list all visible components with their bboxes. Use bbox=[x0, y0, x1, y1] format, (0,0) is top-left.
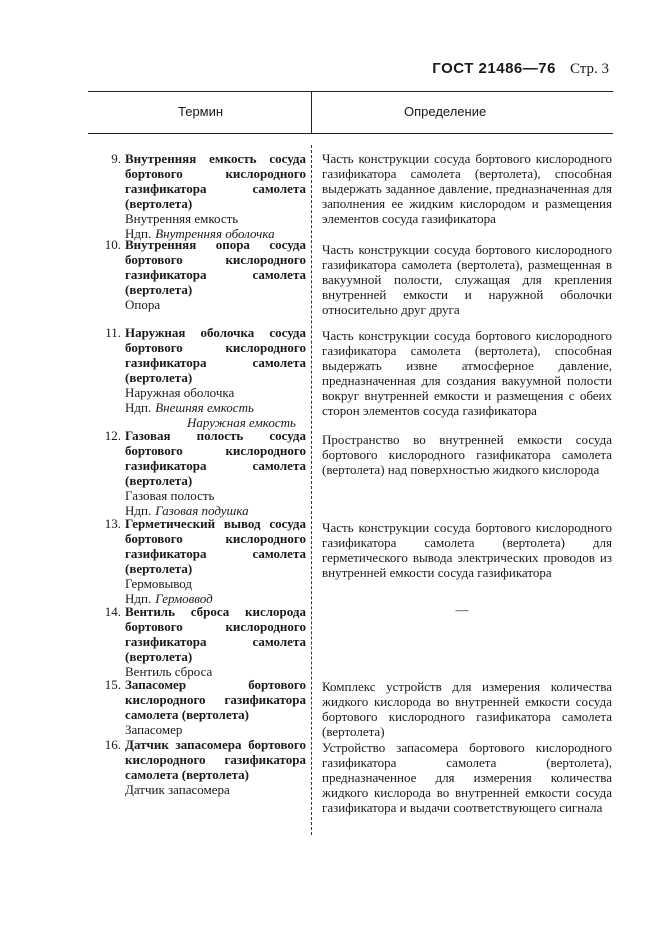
page-header bbox=[432, 60, 609, 78]
term-name: Запасомер бортового кислородного газификатора самолета (вертолета) bbox=[125, 677, 306, 722]
term-number: 16. bbox=[104, 737, 121, 752]
term-number: 15. bbox=[104, 677, 121, 692]
definition-12: Пространство во внутренней емкости сосуда бортового кислородного газификатора самолета (вертолета) над поверхностью жидкого кислорода bbox=[322, 432, 612, 477]
definition-10: Часть конструкции сосуда бортового кислородного газификатора самолета (вертолета), размещенная в вакуумной полости, служащая для крепления внутренней емкости и наружной оболочки относительно друг друга bbox=[322, 242, 612, 317]
term-short-form: Вентиль сброса bbox=[125, 664, 213, 679]
term-number: 14. bbox=[104, 604, 121, 619]
term-short-form: Внутренняя емкость bbox=[125, 211, 239, 226]
definition-14-dash: — bbox=[455, 602, 469, 617]
term-name: Наружная оболочка сосуда бортового кислородного газификатора самолета (вертолета) bbox=[125, 325, 306, 385]
term-entry-14 bbox=[92, 604, 306, 679]
table-top-rule bbox=[88, 91, 613, 92]
term-name: Газовая полость сосуда бортового кислородного газификатора самолета (вертолета) bbox=[125, 428, 306, 488]
term-entry-12 bbox=[92, 428, 306, 518]
definition-11: Часть конструкции сосуда бортового кислородного газификатора самолета (вертолета), способная выдержать извне атмосферное давление, предназначенная для создания вакуумной полости вокруг внутренней емкости и размещения с обеих сторон элементов сосуда газификатора bbox=[322, 328, 612, 418]
definition-9: Часть конструкции сосуда бортового кислородного газификатора самолета (вертолета), способная выдержать заданное давление, предназначенная для заполнения ее жидким кислородом и размещения элементов сосуда газификатора bbox=[322, 151, 612, 226]
term-name: Внутренняя опора сосуда бортового кислородного газификатора самолета (вертолета) bbox=[125, 237, 306, 297]
term-not-allowed: Ндп. Внутренняя оболочка bbox=[125, 226, 275, 241]
term-not-allowed: Ндп. Газовая подушка bbox=[125, 503, 249, 518]
term-short-form: Опора bbox=[125, 297, 161, 312]
term-name: Внутренняя емкость сосуда бортового кислородного газификатора самолета (вертолета) bbox=[125, 151, 306, 211]
term-short-form: Газовая полость bbox=[125, 488, 215, 503]
term-not-allowed-2: Наружная емкость bbox=[187, 415, 296, 430]
term-number: 9. bbox=[111, 151, 121, 166]
definition-15: Комплекс устройств для измерения количества жидкого кислорода во внутренней емкости сосуда бортового кислородного газификатора самолета (вертолета) bbox=[322, 679, 612, 739]
term-short-form: Запасомер bbox=[125, 722, 183, 737]
term-number: 10. bbox=[104, 237, 121, 252]
term-short-form: Гермовывод bbox=[125, 576, 192, 591]
term-entry-11 bbox=[92, 325, 306, 430]
column-header-definition: Определение bbox=[404, 104, 487, 119]
term-short-form: Датчик запасомера bbox=[125, 782, 230, 797]
definition-13: Часть конструкции сосуда бортового кислородного газификатора самолета (вертолета) для герметического вывода электрических проводов из внутренней емкости сосуда газификатора bbox=[322, 520, 612, 580]
term-number: 11. bbox=[105, 325, 121, 340]
term-name: Датчик запасомера бортового кислородного газификатора самолета (вертолета) bbox=[125, 737, 306, 782]
term-not-allowed: Ндп. Внешняя емкость bbox=[125, 400, 254, 415]
table-header-rule bbox=[88, 133, 613, 134]
term-short-form: Наружная оболочка bbox=[125, 385, 235, 400]
term-entry-9 bbox=[92, 151, 306, 241]
document-code: ГОСТ 21486—76 bbox=[432, 60, 556, 77]
column-header-term: Термин bbox=[178, 104, 224, 119]
definition-16: Устройство запасомера бортового кислородного газификатора самолета (вертолета), предназначенное для измерения количества жидкого кислорода во внутренней емкости сосуда газификатора и выдачи соответствующего сигнала bbox=[322, 740, 612, 815]
term-entry-13 bbox=[92, 516, 306, 606]
term-entry-10 bbox=[92, 237, 306, 312]
page-number: Стр. 3 bbox=[569, 61, 609, 77]
term-name: Вентиль сброса кислорода бортового кислородного газификатора самолета (вертолета) bbox=[125, 604, 306, 664]
term-entry-16 bbox=[92, 737, 306, 797]
term-not-allowed: Ндп. Гермоввод bbox=[125, 591, 213, 606]
term-entry-15 bbox=[92, 677, 306, 737]
term-name: Герметический вывод сосуда бортового кислородного газификатора самолета (вертолета) bbox=[125, 516, 306, 576]
term-number: 13. bbox=[104, 516, 121, 531]
term-number: 12. bbox=[104, 428, 121, 443]
column-dashed-separator bbox=[311, 145, 312, 835]
